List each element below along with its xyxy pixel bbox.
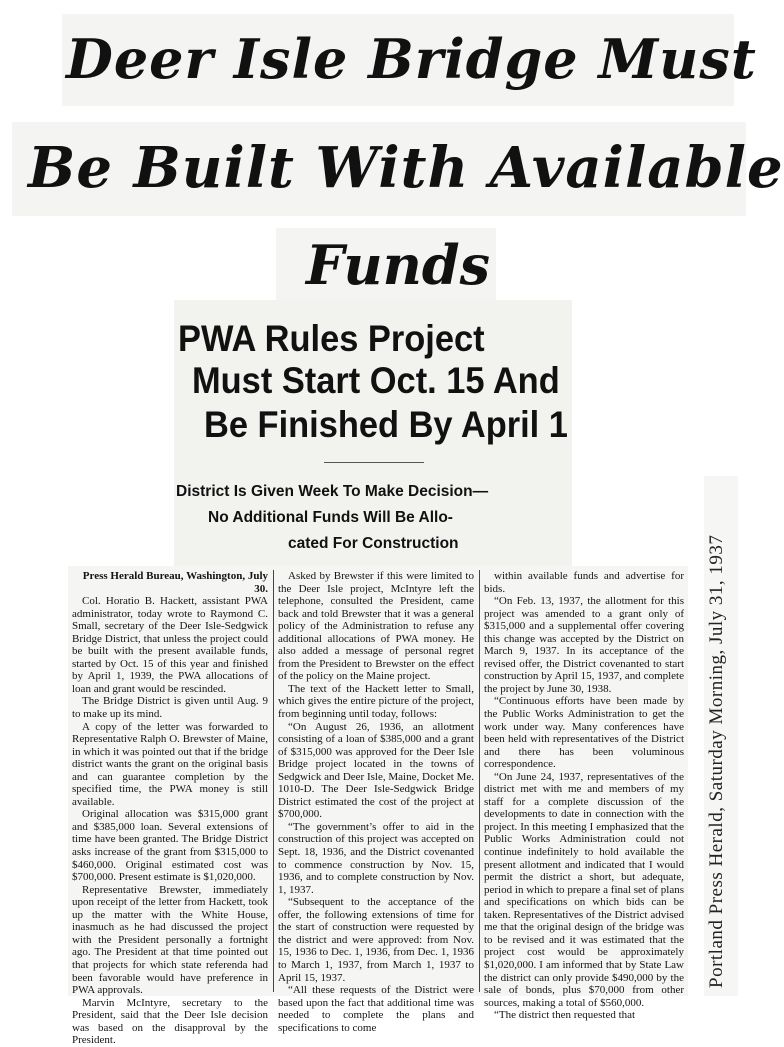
paragraph: Col. Horatio B. Hackett, assistant PWA administrator, today wrote to Raymond C. Small, secretary of the Deer Isle-Sedgwick Bridge District, that unless the project could be built with the present available funds, started by Oct. 15 of this year and finished by April 1, 1939, the PWA allocations of loan and grant would be rescinded. — [72, 595, 268, 695]
paragraph: Asked by Brewster if this were limited to the Deer Isle project, McIntyre left the telephone, consulted the President, came back and told Brewster that it was a general policy of the Administration to refuse any additional allocations of PWA money. He also added a message of personal regret from the President to Brewster on the effect of the policy on the Maine project. — [278, 570, 474, 683]
deck-line-1: PWA Rules Project — [178, 318, 485, 359]
paragraph: within available funds and advertise for bids. — [484, 570, 684, 595]
deck-block — [174, 300, 572, 572]
paragraph: Marvin McIntyre, secretary to the President, said that the Deer Isle decision was based on the disapproval by the President. — [72, 996, 268, 1047]
paragraph: The Bridge District is given until Aug. 9 to make up its mind. — [72, 695, 268, 721]
source-credit-strip — [704, 476, 738, 996]
deck-divider — [324, 462, 424, 463]
headline-strip-3 — [276, 228, 496, 300]
article-column-2 — [278, 570, 474, 1034]
paragraph: “The government’s offer to aid in the construction of this project was accepted on Sept. 18, 1936, and the District covenanted to commence construction by Nov. 15, 1936, and to complete construction by Nov. 1, 1937. — [278, 820, 474, 896]
paragraph: “The district then requested that — [494, 1009, 636, 1022]
article-body — [68, 566, 688, 1047]
source-credit: Portland Press Herald, Saturday Morning, July 31, 1937 — [706, 534, 727, 988]
subdeck-line-2: No Additional Funds Will Be Allo- — [208, 509, 453, 526]
article-column-3 — [484, 570, 684, 1022]
paragraph: The text of the Hackett letter to Small, which gives the entire picture of the project, from beginning until today, follows: — [278, 682, 474, 721]
subdeck-line-1: District Is Given Week To Make Decision— — [176, 483, 489, 500]
paragraph: “On August 26, 1936, an allotment consisting of a loan of $385,000 and a grant of $315,000 was approved for the Deer Isle Bridge project located in the towns of Sedgwick and Deer Isle, Maine, Docket Me. 1010-D. The Deer Isle-Sedgwick Bridge District estimated the cost of the project at $700,000. — [278, 720, 474, 821]
paragraph: Original allocation was $315,000 grant and $385,000 loan. Several extensions of time have been granted. The Bridge District asks increase of the grant from $315,000 to $460,000. Original estimated cost was $700,000. Present estimate is $1,020,000. — [72, 808, 268, 884]
paragraph: “Continuous efforts have been made by the Public Works Administration to get the work under way. Many conferences have been held with representatives of the District and there has been voluminous correspondence. — [484, 695, 684, 771]
deck-line-3: Be Finished By April 1 — [204, 404, 568, 445]
dateline: Press Herald Bureau, Washington, July 30. — [82, 570, 268, 595]
paragraph: “On Feb. 13, 1937, the allotment for this project was amended to a grant only of $315,000 and a supplemental offer covering this change was accepted by the District on March 9, 1937. In its acceptance of the revised offer, the District covenanted to start construction by April 15, 1937, and complete the project by June 30, 1938. — [484, 595, 684, 695]
paragraph: A copy of the letter was forwarded to Representative Ralph O. Brewster of Maine, in which it was pointed out that if the bridge district wants the grant on the original basis and can guarantee completion by the specified time, the PWA money is still available. — [72, 720, 268, 808]
deck-line-2: Must Start Oct. 15 And — [192, 360, 560, 401]
paragraph: “All these requests of the District were based upon the fact that additional time was needed to complete the plans and specifications to come — [278, 984, 474, 1034]
headline-line-1: Deer Isle Bridge Must — [66, 27, 757, 91]
headline-strip-2 — [12, 122, 784, 216]
column-rule — [273, 570, 274, 992]
article-column-1 — [72, 570, 268, 1047]
paragraph: Representative Brewster, immediately upon receipt of the letter from Hackett, took up the matter with the White House, inasmuch as he had discussed the project with the President personally a fortnight ago. The President at that time pointed out that projects for which state referenda had been favorable would have preference in PWA approvals. — [72, 883, 268, 997]
headline-line-3: Funds — [306, 233, 491, 297]
subdeck-line-3: cated For Construction — [288, 535, 459, 552]
headline-strip-1 — [62, 14, 757, 106]
column-rule — [479, 570, 480, 992]
headline-line-2: Be Built With Available — [28, 135, 784, 201]
paragraph: “Subsequent to the acceptance of the offer, the following extensions of time for the start of construction were requested by the district and were approved: from Nov. 15, 1936 to Dec. 1, 1936, from Dec. 1, 1936 to March 1, 1937, from March 1, 1937 to April 15, 1937. — [278, 896, 474, 984]
paragraph: “On June 24, 1937, representatives of the district met with me and members of my staff for a complete discussion of the developments to date in connection with the project. In this meeting I emphasized that the Public Works Administration could not continue indefinitely to hold available the present allotment and indicated that I would permit the district a short, but adequate, period in which to prepare a final set of plans and specifications on which bids can be taken. Representatives of the District advised me that the original design of the bridge was to be revised and it was estimated that the project cost would be approximately $1,020,000. I am informed that by State Law the district can only provide $490,000 by the sale of bonds, plus $70,000 from other sources, making a total of $560,000. — [484, 770, 684, 1009]
